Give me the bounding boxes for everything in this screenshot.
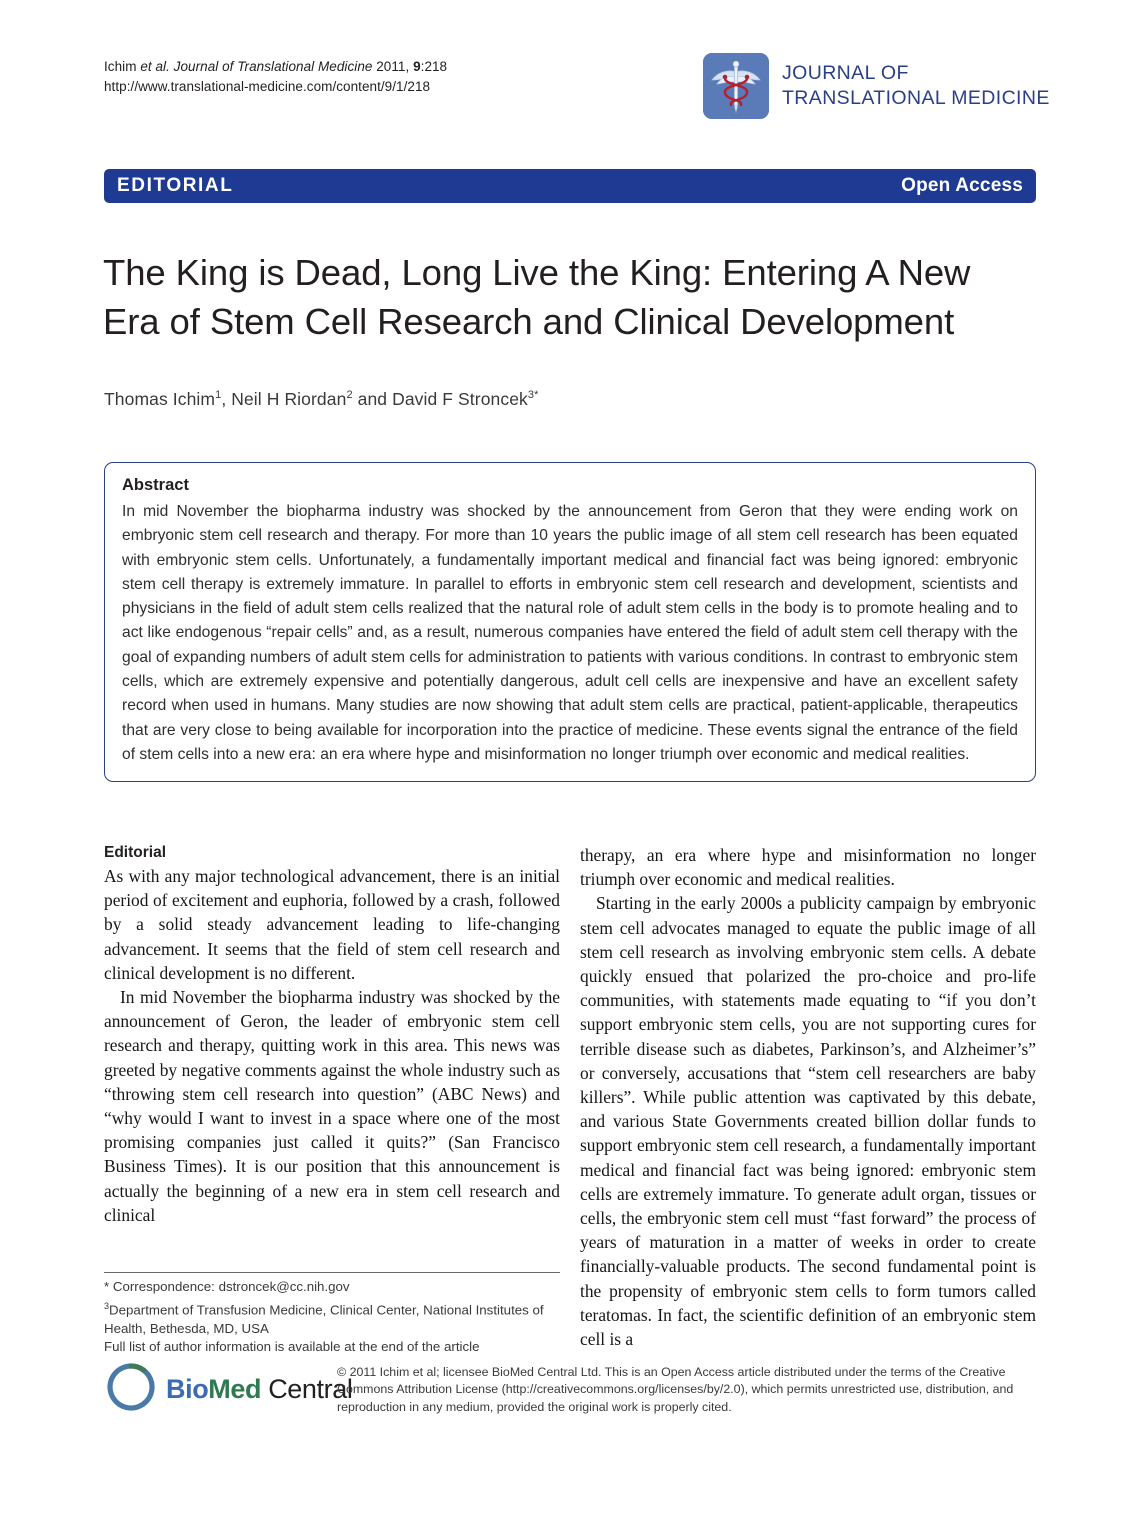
abstract-text: In mid November the biopharma industry was shocked by the announcement from Geron that they were ending work on embryonic stem cell research and therapy. For more than 10 years the public image of all stem cell research has been equated with embryonic stem cells. Unfortunately, a fundamentally important medical and financial fact was being ignored: embryonic stem cell therapy is extremely immature. In parallel to efforts in embryonic stem cell research and development, scientists and physicians in the field of adult stem cells realized that the natural role of adult stem cells in the body is to promote healing and to act like endogenous “repair cells” and, as a result, numerous companies have entered the field of adult stem cell therapy with the goal of expanding numbers of adult stem cells for administration to patients with various conditions. In contrast to embryonic stem cells, which are extremely expensive and potentially dangerous, adult cell cells are inexpensive and have an excellent safety record when used in humans. Many studies are now showing that adult stem cells are practical, patient-applicable, therapeutics that are very close to being available for incorporation into the practice of medicine. These events signal the entrance of the field of stem cells into a new era: an era where hype and misinformation no longer triumph over economic and medical realities. [122,503,1018,763]
citation-line [104,57,664,77]
right-column [580,843,1036,1351]
caduceus-icon [703,53,769,119]
copyright-text: © 2011 Ichim et al; licensee BioMed Central Ltd. This is an Open Access article distributed under the terms of the Creative Commons Attribution License (http://creativecommons.org/licenses/by/2.0), which permits unrestricted use, distribution, and reproduction in any medium, provided the original work is properly cited. [337,1365,1014,1414]
footnote-block [104,1272,560,1357]
article-type-bar [104,169,1036,203]
author-list: Thomas Ichim$^1$, Neil H Riordan$^2$ and David F Stroncek$^{3*}$ [104,389,539,409]
biomed-central-wordmark [166,1374,352,1405]
left-column [104,843,560,1227]
section-heading-editorial: Editorial [104,844,167,861]
abstract-heading: Abstract [122,476,189,494]
left-paragraph-2: In mid November the biopharma industry was shocked by the announcement of Geron, the leader of embryonic stem cell research and therapy, quitting work in this area. This news was greeted by negative comments against the whole industry such as “throwing stem cell research into question” (ABC News) and “why would I want to invest in a space where one of the most promising companies just called it quits?” (San Francisco Business Times). It is our position that this announcement is actually the beginning of a new era in stem cell research and clinical [104,987,560,1225]
footnote-divider [104,1272,560,1273]
bmc-central-text: Central [261,1374,353,1404]
journal-logo-line-2: TRANSLATIONAL MEDICINE [782,87,1050,109]
right-paragraph-2: Starting in the early 2000s a publicity campaign by embryonic stem cell advocates managed to equate the public image of all stem cell research as involving embryonic stem cells. A debate quickly ensued that polarized the pro-choice and pro-life communities, with statements made equating to “if you don’t support embryonic stem cells, you are not supporting cures for terrible disease such as diabetes, Parkinson’s, and Alzheimer’s” or conversely, accusations that “stem cell researchers are baby killers”. While public attention was captivated by this debate, and various State Governments created billion dollar funds to support embryonic stem cell research, a fundamentally important medical and financial fact was being ignored: embryonic stem cells are extremely immature. To generate adult organ, tissues or cells, the embryonic stem cell must “fast forward” the process of years of maturation in a matter of weeks in order to create financially-valuable products. The second fundamental point is the propensity of embryonic stem cells to form tumors called teratomas. In fact, the scientific definition of an embryonic stem cell is a [580,893,1036,1350]
citation-volume: 9 [413,59,421,74]
biomed-central-circle-icon [104,1360,158,1419]
citation-issue: :218 [420,59,448,74]
article-type-label: EDITORIAL [117,175,234,196]
affiliation-text: Department of Transfusion Medicine, Clinical Center, National Institutes of Health, Bethesda, MD, USA [104,1302,544,1336]
journal-logo-text [782,61,1050,111]
page-title: The King is Dead, Long Live the King: Entering A New Era of Stem Cell Research and Clinical Development [103,252,971,343]
correspondence-line[interactable]: * Correspondence: dstroncek@cc.nih.gov [104,1279,350,1294]
biomed-central-logo [104,1360,352,1419]
citation-journal: et al. Journal of Translational Medicine [140,59,373,74]
article-url[interactable]: http://www.translational-medicine.com/content/9/1/218 [104,79,431,94]
abstract-box [104,462,1036,782]
citation-year: 2011, [372,59,414,74]
bmc-bio-text: Bio [166,1374,209,1404]
open-access-badge: Open Access [901,175,1023,196]
journal-logo [703,53,1050,119]
full-author-info-note: Full list of author information is available at the end of the article [104,1339,480,1355]
citation-prefix: Ichim [104,59,141,74]
journal-logo-line-1: JOURNAL OF [782,62,909,84]
right-paragraph-1: therapy, an era where hype and misinformation no longer triumph over economic and medical realities. [580,845,1036,890]
affiliation-marker: 3 [104,1300,110,1311]
bmc-med-text: Med [208,1374,262,1404]
left-paragraph-1: As with any major technological advancement, there is an initial period of excitement and euphoria, followed by a crash, followed by a solid steady advancement leading to life-changing advancement. It seems that the field of stem cell research and clinical development is no different. [104,866,560,983]
affiliation-line [104,1297,560,1339]
masthead [104,57,664,97]
